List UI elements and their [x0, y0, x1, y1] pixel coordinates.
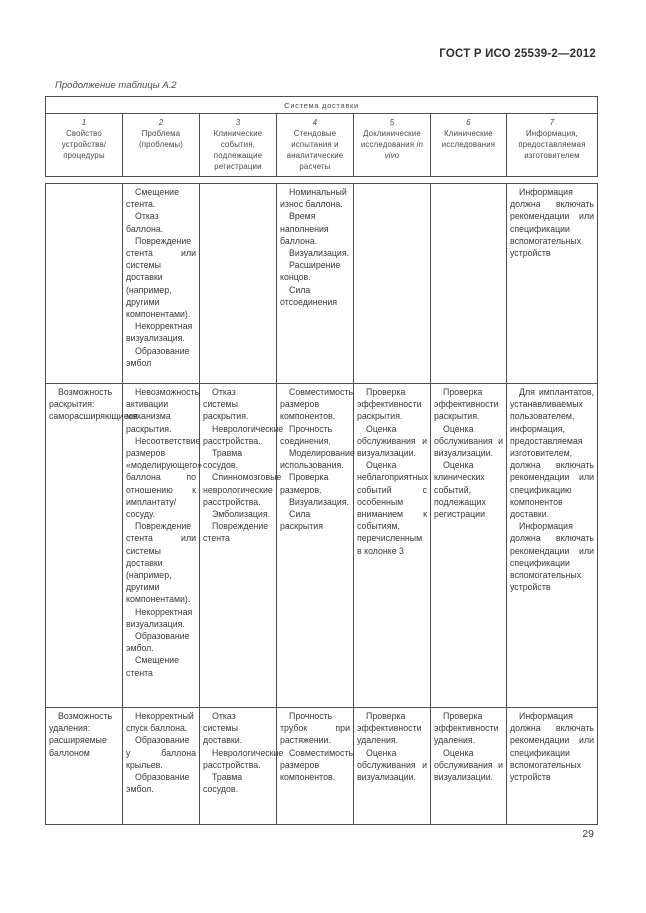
- table-cell: [431, 184, 507, 383]
- cell-paragraph: Проверка размеров.: [280, 472, 329, 495]
- cell-paragraph: Некорректная визуализация.: [126, 321, 193, 344]
- table-cell: [200, 184, 277, 383]
- cell-paragraph: Смещение стента.: [126, 187, 179, 210]
- cell-paragraph: Образование у баллона крыльев.: [126, 735, 196, 770]
- table-column-header: [200, 114, 277, 176]
- table-cell: [200, 708, 284, 824]
- table-column-header: [507, 114, 597, 176]
- cell-paragraph: Оценка неблагоприятных событий с особенным вниманием к событиям, перечисленным в колонке 3: [357, 460, 429, 556]
- cell-paragraph: Неврологические расстройства.: [203, 747, 284, 770]
- column-number: 5: [389, 118, 395, 127]
- table-column-header: [277, 114, 354, 176]
- table-cell: [200, 384, 284, 707]
- table-column-header: [46, 114, 123, 176]
- table-cell: [277, 708, 354, 824]
- cell-paragraph: Оценка клинических событий, подлежащих регистрации: [434, 460, 486, 520]
- cell-paragraph: Информация должна включать рекомендации или спецификации вспомогательных устройств: [510, 187, 594, 259]
- column-title: Информация, предоставляемая изготовителем: [518, 129, 586, 160]
- cell-paragraph: Повреждение стента или системы доставки (например, другими компонентами).: [126, 521, 196, 605]
- table-row: [46, 384, 597, 708]
- cell-paragraph: Оценка обслуживания и визуализации.: [434, 747, 503, 783]
- cell-paragraph: Оценка обслуживания и визуализации.: [357, 423, 427, 459]
- cell-paragraph: Расширение концов.: [280, 260, 341, 283]
- column-title: Клинические исследования: [441, 129, 496, 149]
- cell-paragraph: Возможность раскрытия: саморасширяющиеся: [49, 387, 138, 422]
- column-number: 7: [549, 118, 555, 127]
- cell-paragraph: Отказ системы доставки.: [203, 711, 243, 746]
- table-cell: [123, 184, 200, 383]
- cell-paragraph: Сила отсоединения: [280, 284, 338, 307]
- cell-paragraph: Совместимость размеров компонентов.: [280, 387, 354, 422]
- column-title: Клинические события, подлежащие регистрации: [213, 129, 263, 171]
- table-cell: [123, 708, 200, 824]
- cell-paragraph: Прочность трубок при растяжении.: [280, 711, 350, 746]
- column-number: 1: [81, 118, 87, 127]
- cell-paragraph: Невозможность активации механизма раскрытия.: [126, 387, 200, 434]
- table-cell: [277, 184, 354, 383]
- cell-paragraph: Отказ баллона.: [126, 211, 164, 234]
- table-body: [45, 183, 598, 825]
- table-row: [46, 184, 597, 384]
- column-number: 4: [312, 118, 318, 127]
- table-column-header: [431, 114, 507, 176]
- cell-paragraph: Спинномозговые неврологические расстройства.: [203, 472, 282, 507]
- column-title: Стендовые испытания и аналитические расчеты: [286, 129, 344, 171]
- cell-paragraph: Эмболизация.: [212, 509, 271, 520]
- cell-paragraph: Образование эмбол.: [126, 631, 190, 654]
- table-header-block: [45, 96, 598, 177]
- table-cell: [507, 184, 597, 383]
- cell-paragraph: Оценка обслуживания и визуализации.: [357, 747, 427, 783]
- cell-paragraph: Время наполнения баллона.: [280, 211, 329, 246]
- cell-paragraph: Визуализация.: [289, 496, 350, 507]
- cell-paragraph: Травма сосудов.: [203, 772, 243, 795]
- cell-paragraph: Проверка эффективности раскрытия.: [357, 387, 422, 422]
- cell-paragraph: Повреждение стента или системы доставки (например, другими компонентами).: [126, 235, 196, 320]
- table-cell: [277, 384, 354, 707]
- cell-paragraph: Совместимость размеров компонентов.: [280, 747, 354, 783]
- page-number: 29: [582, 828, 594, 840]
- cell-paragraph: Повреждение стента: [203, 521, 269, 544]
- cell-paragraph: Образование эмбол: [126, 345, 190, 368]
- cell-paragraph: Сила раскрытия: [280, 509, 323, 532]
- cell-paragraph: Смещение стента: [126, 655, 179, 678]
- delivery-system-table: [45, 96, 598, 825]
- cell-paragraph: Образование эмбол.: [126, 772, 190, 795]
- table-cell: [46, 384, 138, 707]
- table-cell: [507, 384, 597, 707]
- cell-paragraph: Проверка эффективности раскрытия.: [434, 387, 499, 422]
- standard-number-header: ГОСТ Р ИСО 25539-2—2012: [439, 48, 596, 60]
- table-cell: [354, 384, 431, 707]
- table-cell: [431, 384, 507, 707]
- cell-paragraph: Проверка эффективности удаления.: [434, 711, 499, 746]
- column-number: 2: [158, 118, 164, 127]
- cell-paragraph: Некорректная визуализация.: [126, 606, 193, 629]
- cell-paragraph: Проверка эффективности удаления.: [357, 711, 422, 746]
- cell-paragraph: Отказ системы раскрытия.: [203, 387, 249, 422]
- cell-paragraph: Визуализация.: [289, 248, 350, 259]
- column-title: Проблема (проблемы): [138, 129, 184, 149]
- cell-paragraph: Прочность соединения.: [280, 423, 333, 446]
- table-cell: [354, 708, 431, 824]
- column-header-row: [46, 114, 597, 176]
- column-number: 6: [466, 118, 471, 127]
- table-cell: [46, 708, 123, 824]
- cell-paragraph: Неврологические расстройства.: [203, 423, 284, 446]
- table-group-header: Система доставки: [46, 97, 597, 114]
- cell-paragraph: Номинальный износ баллона.: [280, 187, 347, 210]
- table-cell: [46, 184, 123, 383]
- column-number: 3: [235, 118, 241, 127]
- table-column-header: [123, 114, 200, 176]
- table-cell: [507, 708, 597, 824]
- cell-paragraph: Оценка обслуживания и визуализации.: [434, 423, 503, 459]
- table-cell: [431, 708, 507, 824]
- cell-paragraph: Возможность удаления: расширяемые баллоном: [49, 711, 113, 758]
- cell-paragraph: Информация должна включать рекомендации или спецификации вспомогательных устройств: [510, 711, 594, 783]
- column-title-italic: in vivo: [384, 140, 424, 160]
- cell-paragraph: Для имплантатов, устанавливаемых пользователем, информация, предоставляемая изготовителем, должна включать рекомендации или спецификацию компонентов доставки.: [510, 387, 594, 520]
- column-title: Доклинические исследования in vivo: [360, 129, 424, 160]
- cell-paragraph: Несоответствие размеров «моделирующего» баллона по отношению к имплантату/ сосуду.: [126, 435, 203, 520]
- cell-paragraph: Некорректный спуск баллона.: [126, 711, 194, 734]
- table-caption: Продолжение таблицы А.2: [55, 80, 177, 91]
- cell-paragraph: Травма сосудов.: [203, 448, 243, 471]
- table-column-header: [354, 114, 431, 176]
- cell-paragraph: Моделирование использования.: [280, 448, 355, 471]
- column-title: Свойство устройства/ процедуры: [61, 129, 107, 160]
- table-cell: [354, 184, 431, 383]
- table-cell: [123, 384, 203, 707]
- table-row: [46, 708, 597, 824]
- cell-paragraph: Информация должна включать рекомендации или спецификации вспомогательных устройств: [510, 521, 594, 593]
